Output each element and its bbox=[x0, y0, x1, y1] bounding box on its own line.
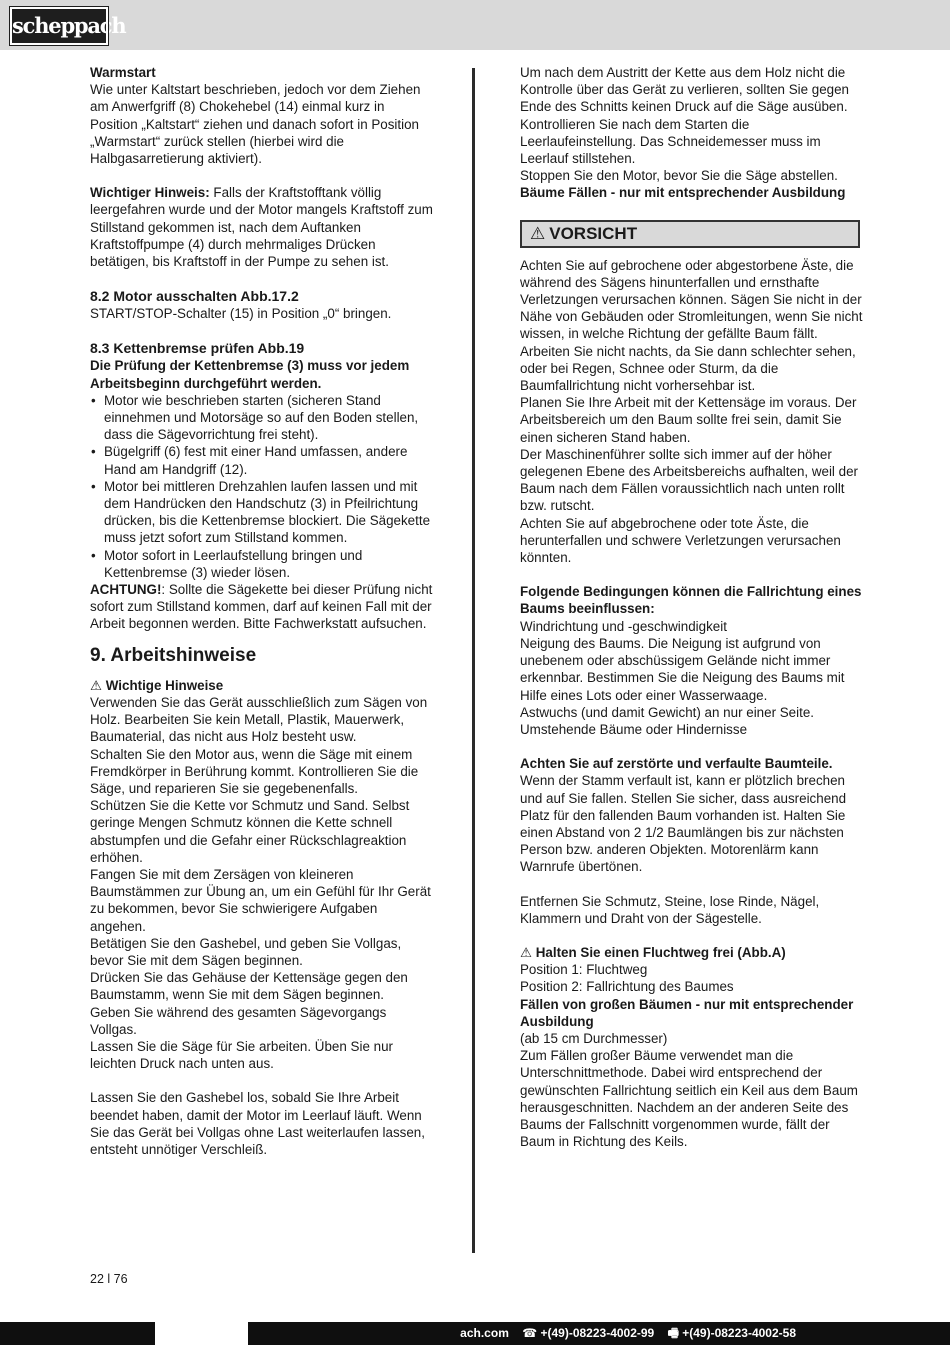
baeume-faellen-title: Bäume Fällen - nur mit entsprechender Ausbildung bbox=[520, 185, 846, 201]
position-2: Position 2: Fallrichtung des Baumes bbox=[520, 979, 734, 995]
footer-left-block bbox=[0, 1322, 155, 1345]
website-text: ach.com bbox=[460, 1326, 509, 1340]
paragraph: Lassen Sie die Säge für Sie arbeiten. Üben Sie nur leichten Druck nach unten aus. bbox=[90, 1038, 393, 1072]
paragraph: Achten Sie auf abgebrochene oder tote Äste, die herunterfallen und schwere Verletzungen verursachen könnten. bbox=[520, 515, 841, 566]
warning-icon: ⚠ bbox=[530, 223, 546, 243]
left-column bbox=[90, 64, 435, 1158]
header-bar bbox=[0, 0, 950, 50]
section-8-2-text: START/STOP-Schalter (15) in Position „0“ bringen. bbox=[90, 306, 392, 322]
column-divider bbox=[472, 68, 475, 1253]
paragraph: Betätigen Sie den Gashebel, und geben Sie Vollgas, bevor Sie mit dem Sägen beginnen. bbox=[90, 935, 402, 968]
escape-route-title: ⚠ Halten Sie einen Fluchtweg frei (Abb.A) bbox=[520, 944, 786, 960]
paragraph: Windrichtung und -geschwindigkeit bbox=[520, 618, 727, 634]
position-1: Position 1: Fluchtweg bbox=[520, 962, 648, 978]
paragraph: Achten Sie auf gebrochene oder abgestorbene Äste, die während des Sägens hinunterfallen und ernsthafte Verletzungen verursachen können. Sägen Sie nicht in der Nähe von Gebäuden oder Stromleitungen, wenn Sie nicht wissen, in welche Richtung der gefällte Baum fällt. Arbeiten Sie nicht nachts, da Sie dann schlechter sehen, oder bei Regen, Schnee oder Sturm, da die Baumfallrichtung nicht vorhersehbar ist. bbox=[520, 257, 863, 394]
warning-icon: ⚠ bbox=[90, 677, 103, 693]
section-8-3-title: 8.3 Kettenbremse prüfen Abb.19 bbox=[90, 340, 305, 357]
section-8-3-bold: Die Prüfung der Kettenbremse (3) muss vor jedem Arbeitsbeginn durchgeführt werden. bbox=[90, 358, 410, 391]
section-8-2-title: 8.2 Motor ausschalten Abb.17.2 bbox=[90, 288, 299, 305]
warning-icon: ⚠ bbox=[520, 944, 533, 960]
footer-contact bbox=[248, 1322, 950, 1345]
paragraph: Um nach dem Austritt der Kette aus dem Holz nicht die Kontrolle über das Gerät zu verlieren, sollten Sie gegen Ende des Schnitts keinen Druck auf die Säge ausüben. bbox=[520, 65, 850, 115]
paragraph: Lassen Sie den Gashebel los, sobald Sie Ihre Arbeit beendet haben, damit der Motor im Leerlauf läuft. Wenn Sie das Gerät bei Vollgas ohne Last weiterlaufen lassen, entsteht unnötiger Verschleiß. bbox=[90, 1090, 425, 1157]
paragraph: Drücken Sie das Gehäuse der Kettensäge gegen den Baumstamm, wenn Sie mit dem Sägen beginnen. bbox=[90, 970, 408, 1003]
paragraph: Fangen Sie mit dem Zersägen von kleineren Baumstämmen zur Übung an, um ein Gefühl für Ihr Gerät zu bekommen, bevor Sie schwierigere Aufgaben angehen. bbox=[90, 866, 431, 934]
scheppach-logo: scheppach bbox=[10, 7, 108, 45]
warmstart-title: Warmstart bbox=[90, 65, 156, 80]
paragraph: Schalten Sie den Motor aus, wenn die Säge mit einem Fremdkörper in Berührung kommt. Kontrollieren Sie die Säge, und reparieren Sie sie gegebenenfalls. bbox=[90, 746, 419, 796]
paragraph: Entfernen Sie Schmutz, Steine, lose Rinde, Nägel, Klammern und Draht von der Sägestelle. bbox=[520, 893, 820, 926]
conditions-title: Folgende Bedingungen können die Fallrichtung eines Baums beeinflussen: bbox=[520, 584, 862, 617]
rotten-trees-text: Wenn der Stamm verfault ist, kann er plötzlich brechen und auf Sie fallen. Stellen Sie sicher, dass ausreichend Platz für den fallenden Baum vorhanden ist. Halten Sie einen Abstand von 2 1/2 Baumlängen bis zur nächsten Person bzw. anderen Objekten. Motorenlärm kann Warnrufe übertönen. bbox=[520, 773, 847, 875]
important-hint-label: Wichtiger Hinweis: bbox=[90, 185, 210, 201]
rotten-trees-title: Achten Sie auf zerstörte und verfaulte Baumteile. bbox=[520, 756, 833, 772]
paragraph: Der Maschinenführer sollte sich immer auf der höher gelegenen Ebene des Arbeitsbereichs aufhalten, weil der Baum nach dem Fällen voraussichtlich nach unten rollt bzw. rutscht. bbox=[520, 446, 858, 514]
paragraph: Verwenden Sie das Gerät ausschließlich zum Sägen von Holz. Bearbeiten Sie kein Metall, Plastik, Mauerwerk, Baumaterial, das nicht aus Holz besteht usw. bbox=[90, 694, 428, 745]
chapter-9-title: 9. Arbeitshinweise bbox=[90, 644, 257, 666]
page-number: 22 l 76 bbox=[90, 1272, 128, 1286]
paragraph: Neigung des Baums. Die Neigung ist aufgrund von unebenem oder abschüssigem Gelände nicht immer erkennbar. Bestimmen Sie die Neigung des Baums mit Hilfe eines Lots oder einer Wasserwaage. bbox=[520, 635, 845, 703]
paragraph: Schützen Sie die Kette vor Schmutz und Sand. Selbst geringe Mengen Schmutz können die Kette schnell abstumpfen und die Gefahr einer Rückschlagreaktion erhöhen. bbox=[90, 798, 410, 865]
paragraph: Umstehende Bäume oder Hindernisse bbox=[520, 721, 748, 737]
list-item: • Motor wie beschrieben starten (sicheren Stand einnehmen und Motorsäge so auf den Boden stellen, dass die Sägevorrichtung frei steht). bbox=[90, 392, 435, 444]
caution-label: VORSICHT bbox=[549, 223, 638, 243]
caution-box bbox=[520, 220, 860, 248]
phone-number: ☎ +(49)-08223-4002-99 bbox=[522, 1326, 655, 1340]
paragraph: Stoppen Sie den Motor, bevor Sie die Säge abstellen. bbox=[520, 168, 838, 184]
warmstart-text: Wie unter Kaltstart beschrieben, jedoch vor dem Ziehen am Anwerfgriff (8) Chokehebel (14) einmal kurz in Position „Kaltstart“ ziehen und danach sofort in Position „Warmstart“ zurück stellen (hierbei wird die Halbgasarretierung aktiviert). bbox=[90, 82, 421, 167]
achtung-text: : Sollte die Sägekette bei dieser Prüfung nicht sofort zum Stillstand kommen, darf auf keinen Fall mit der Arbeit begonnen werden. Bitte Fachwerkstatt aufsuchen. bbox=[90, 582, 433, 632]
paragraph: Zum Fällen großer Bäume verwendet man die Unterschnittmethode. Dabei wird entsprechend der gewünschten Fallrichtung seitlich ein Keil aus dem Baum herausgeschnitten. Nachdem an der anderen Seite des Baums der Fallschnitt vorgenommen wurde, fällt der Baum in Richtung des Keils. bbox=[520, 1048, 858, 1150]
achtung-label: ACHTUNG! bbox=[90, 582, 162, 598]
large-trees-subtitle: (ab 15 cm Durchmesser) bbox=[520, 1030, 668, 1046]
fax-number: 🖷 +(49)-08223-4002-58 bbox=[667, 1326, 796, 1340]
list-item: • Motor sofort in Leerlaufstellung bringen und Kettenbremse (3) wieder lösen. bbox=[90, 547, 435, 581]
right-column bbox=[520, 64, 865, 1150]
large-trees-title: Fällen von großen Bäumen - nur mit entsprechender Ausbildung bbox=[520, 996, 854, 1029]
paragraph: Astwuchs (und damit Gewicht) an nur einer Seite. bbox=[520, 704, 814, 720]
paragraph: Kontrollieren Sie nach dem Starten die Leerlaufeinstellung. Das Schneidemesser muss im Leerlauf stillstehen. bbox=[520, 116, 821, 167]
important-hint bbox=[90, 184, 435, 270]
footer-bar bbox=[0, 1322, 950, 1345]
list-item: • Bügelgriff (6) fest mit einer Hand umfassen, andere Hand am Handgriff (12). bbox=[90, 443, 435, 477]
paragraph: Geben Sie während des gesamten Sägevorgangs Vollgas. bbox=[90, 1004, 387, 1037]
chain-brake-steps bbox=[90, 392, 435, 581]
list-item: • Motor bei mittleren Drehzahlen laufen lassen und mit dem Handrücken den Handschutz (3) in Pfeilrichtung drücken, bis die Kettenbremse blockiert. Die Sägekette muss jetzt sofort zum Stillstand kommen. bbox=[90, 478, 435, 547]
rotten-trees-paragraph bbox=[520, 755, 865, 875]
achtung-note bbox=[90, 581, 435, 633]
paragraph: Planen Sie Ihre Arbeit mit der Kettensäge im voraus. Der Arbeitsbereich um den Baum sollte frei sein, damit Sie einen sicheren Stand haben. bbox=[520, 395, 857, 445]
important-hint-text: Falls der Kraftstofftank völlig leergefahren wurde und der Motor mangels Kraftstoff zum Stillstand gekommen ist, nach dem Auftanken Kraftstoffpumpe (4) durch mehrmaliges Drücken betätigen, bis Kraftstoff in der Pumpe zu sehen ist. bbox=[90, 185, 433, 270]
wichtige-hinweise-title: ⚠ Wichtige Hinweise bbox=[90, 677, 224, 693]
